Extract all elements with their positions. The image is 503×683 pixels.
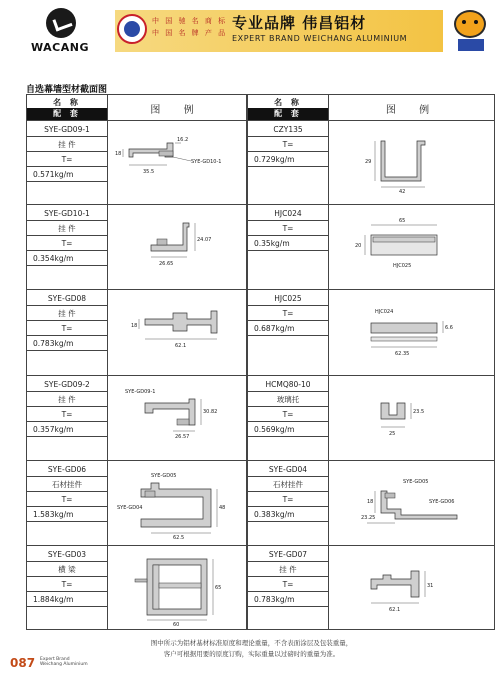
divider — [248, 521, 328, 522]
divider — [248, 335, 328, 336]
divider — [248, 391, 328, 392]
part-label: HJC025 — [393, 263, 412, 269]
divider — [248, 320, 328, 321]
profile-weight: 0.354kg/m — [33, 254, 74, 263]
divider — [27, 421, 107, 422]
profile-name: SYE-GD03 — [47, 550, 87, 559]
divider — [27, 204, 494, 205]
dim-label: 65 — [399, 218, 406, 224]
divider — [328, 95, 329, 629]
famous-brand-badge-icon — [117, 14, 147, 44]
brand-title-cn: 专业品牌 伟昌铝材 — [232, 14, 367, 32]
profile-weight: 0.783kg/m — [254, 595, 295, 604]
part-label: SYE-GD10-1 — [191, 159, 222, 165]
divider — [27, 460, 494, 461]
dim-label: 62.5 — [173, 535, 185, 541]
part-label: HJC024 — [375, 309, 394, 315]
divider — [27, 320, 107, 321]
profile-desc: 挂 件 — [58, 224, 76, 233]
profile-thickness: T= — [61, 495, 73, 504]
part-label: SYE-GD06 — [429, 499, 455, 505]
divider — [248, 151, 328, 152]
divider — [248, 166, 328, 167]
profile-desc: 横 梁 — [58, 565, 76, 574]
dim-label: 18 — [131, 323, 138, 329]
divider — [107, 95, 108, 629]
divider — [248, 476, 328, 477]
profile-name: SYE-GD09-2 — [44, 380, 90, 389]
profile-drawing-sye-gd03 — [111, 553, 243, 627]
dim-label: 29 — [365, 159, 372, 165]
dim-label: 23.25 — [361, 515, 376, 521]
page-header — [0, 0, 503, 62]
divider — [27, 521, 107, 522]
divider — [27, 136, 107, 137]
page-number: 087 — [10, 656, 36, 670]
wacang-logo — [14, 8, 106, 56]
profile-desc: 挂 件 — [58, 395, 76, 404]
divider — [248, 591, 328, 592]
profile-drawing-sye-gd06 — [111, 467, 243, 541]
divider — [248, 235, 328, 236]
header-name-left: 名 称 — [53, 98, 81, 107]
profile-name: SYE-GD07 — [268, 550, 308, 559]
footer-note-2: 客户可根据用要的原度订购，实际重量以过磅时的重量为准。 — [163, 650, 340, 658]
dim-label: 23.5 — [413, 409, 425, 415]
divider — [27, 436, 107, 437]
dim-label: 20 — [355, 243, 362, 249]
divider — [27, 265, 107, 266]
profile-thickness: T= — [61, 324, 73, 333]
header-legend-right: 图 例 — [385, 105, 440, 116]
profile-thickness: T= — [282, 495, 294, 504]
profile-drawing-hjc024 — [333, 213, 493, 281]
dim-label: 60 — [173, 622, 180, 627]
profile-name: HCMQ80-10 — [265, 380, 311, 389]
divider — [248, 506, 328, 507]
profile-name: SYE-GD08 — [47, 294, 87, 303]
divider — [248, 436, 328, 437]
profile-desc: 石材挂件 — [273, 480, 303, 489]
profile-weight: 1.583kg/m — [33, 510, 74, 519]
dim-label: 26.57 — [175, 434, 190, 440]
part-label: SYE-GD05 — [151, 473, 177, 479]
dim-label: 25 — [389, 431, 396, 437]
divider — [27, 491, 107, 492]
mascot-flag — [458, 39, 484, 51]
divider — [27, 576, 107, 577]
divider — [248, 250, 328, 251]
profile-name: SYE-GD04 — [268, 465, 308, 474]
profile-thickness: T= — [282, 309, 294, 318]
dim-label: 31 — [427, 583, 434, 589]
profile-weight: 0.783kg/m — [33, 339, 74, 348]
profile-thickness: T= — [61, 580, 73, 589]
profile-desc: 挂 件 — [58, 140, 76, 149]
dim-label: 48 — [219, 505, 226, 511]
divider — [27, 545, 494, 546]
profile-thickness: T= — [282, 410, 294, 419]
profile-desc: 挂 件 — [279, 565, 297, 574]
page-number-caption — [40, 657, 88, 667]
divider — [248, 576, 328, 577]
profile-drawing-sye-gd08 — [111, 299, 243, 359]
dim-label: 24.07 — [197, 237, 212, 243]
divider — [27, 220, 107, 221]
header-fitting-right: 配 套 — [248, 108, 328, 120]
profile-desc: 石材挂件 — [52, 480, 82, 489]
dim-label: 62.1 — [175, 343, 187, 349]
divider — [27, 406, 107, 407]
profile-drawing-hcmq80-10 — [333, 385, 493, 453]
dim-label: 30.82 — [203, 409, 218, 415]
profile-thickness: T= — [282, 140, 294, 149]
profile-drawing-hjc025 — [333, 299, 493, 367]
divider — [248, 305, 328, 306]
famous-line-1: 中 国 驰 名 商 标 — [152, 17, 228, 25]
page-caption-line-1: Expert Brand — [40, 657, 70, 662]
divider — [27, 506, 107, 507]
mascot-face — [454, 10, 486, 38]
part-label: SYE-GD04 — [117, 505, 143, 511]
profile-weight: 0.729kg/m — [254, 155, 295, 164]
divider — [248, 406, 328, 407]
divider — [27, 606, 107, 607]
divider — [27, 120, 494, 121]
divider — [248, 491, 328, 492]
profile-name: HJC024 — [274, 209, 302, 218]
profile-table — [26, 94, 495, 630]
profile-thickness: T= — [282, 580, 294, 589]
header-name-right: 名 称 — [274, 98, 302, 107]
wacang-logo-icon — [46, 8, 76, 38]
divider — [27, 166, 107, 167]
dim-label: 26.65 — [159, 261, 174, 267]
profile-weight: 0.383kg/m — [254, 510, 295, 519]
divider — [248, 220, 328, 221]
profile-desc: 玻璃托 — [276, 395, 300, 404]
profile-desc: 挂 件 — [58, 309, 76, 318]
profile-weight: 0.35kg/m — [254, 239, 290, 248]
profile-thickness: T= — [61, 239, 73, 248]
page-caption-line-2: Weichang Aluminium — [40, 662, 88, 667]
profile-drawing-sye-gd07 — [333, 553, 493, 623]
divider — [27, 305, 107, 306]
divider — [27, 250, 107, 251]
profile-weight: 0.687kg/m — [254, 324, 295, 333]
divider — [27, 375, 494, 376]
dim-label: 6.6 — [445, 325, 453, 331]
header-fitting-left: 配 套 — [27, 108, 107, 120]
divider — [27, 289, 494, 290]
profile-name: SYE-GD06 — [47, 465, 87, 474]
divider — [27, 181, 107, 182]
dim-label: 62.35 — [395, 351, 410, 357]
dim-label: 18 — [115, 151, 122, 157]
dim-label: 65 — [215, 585, 222, 591]
profile-thickness: T= — [282, 224, 294, 233]
divider — [27, 476, 107, 477]
header-legend-left: 图 例 — [150, 105, 204, 116]
dim-label: 42 — [399, 189, 406, 195]
profile-drawing-czy135 — [333, 127, 493, 195]
profile-drawing-sye-gd10-1 — [111, 215, 243, 275]
profile-weight: 0.357kg/m — [33, 425, 74, 434]
part-label: SYE-GD09-1 — [125, 389, 156, 395]
divider — [27, 591, 107, 592]
divider — [248, 561, 328, 562]
part-label: SYE-GD05 — [403, 479, 429, 485]
divider — [248, 421, 328, 422]
dim-label: 62.1 — [389, 607, 401, 613]
divider — [27, 335, 107, 336]
profile-weight: 0.571kg/m — [33, 170, 74, 179]
profile-name: CZY135 — [273, 125, 303, 134]
dim-label: 16.2 — [177, 137, 189, 143]
profile-name: SYE-GD09-1 — [44, 125, 90, 134]
mascot-icon — [448, 8, 492, 54]
profile-drawing-sye-gd04 — [333, 467, 493, 539]
famous-brand-text — [152, 15, 227, 39]
divider — [27, 151, 107, 152]
profile-thickness: T= — [61, 155, 73, 164]
profile-drawing-sye-gd09-1 — [111, 131, 243, 191]
profile-weight: 1.884kg/m — [33, 595, 74, 604]
profile-weight: 0.569kg/m — [254, 425, 295, 434]
divider — [27, 561, 107, 562]
logo-text: WACANG — [31, 41, 89, 54]
divider — [248, 606, 328, 607]
page-title: 自选幕墙型材截面图 — [26, 85, 108, 95]
famous-line-2: 中 国 名 牌 产 品 — [152, 29, 228, 37]
divider — [27, 350, 107, 351]
profile-thickness: T= — [61, 410, 73, 419]
dim-label: 18 — [367, 499, 374, 505]
profile-name: SYE-GD10-1 — [44, 209, 90, 218]
profile-name: HJC025 — [274, 294, 302, 303]
profile-drawing-sye-gd09-2 — [111, 383, 243, 443]
divider — [27, 235, 107, 236]
brand-title-en: EXPERT BRAND WEICHANG ALUMINIUM — [232, 34, 408, 43]
divider — [248, 136, 328, 137]
divider — [27, 391, 107, 392]
footer-note-1: 图中所示为铝材基材标准原度和理论重量，不含表面涂层及包装重量， — [150, 639, 353, 647]
dim-label: 35.5 — [143, 169, 155, 175]
